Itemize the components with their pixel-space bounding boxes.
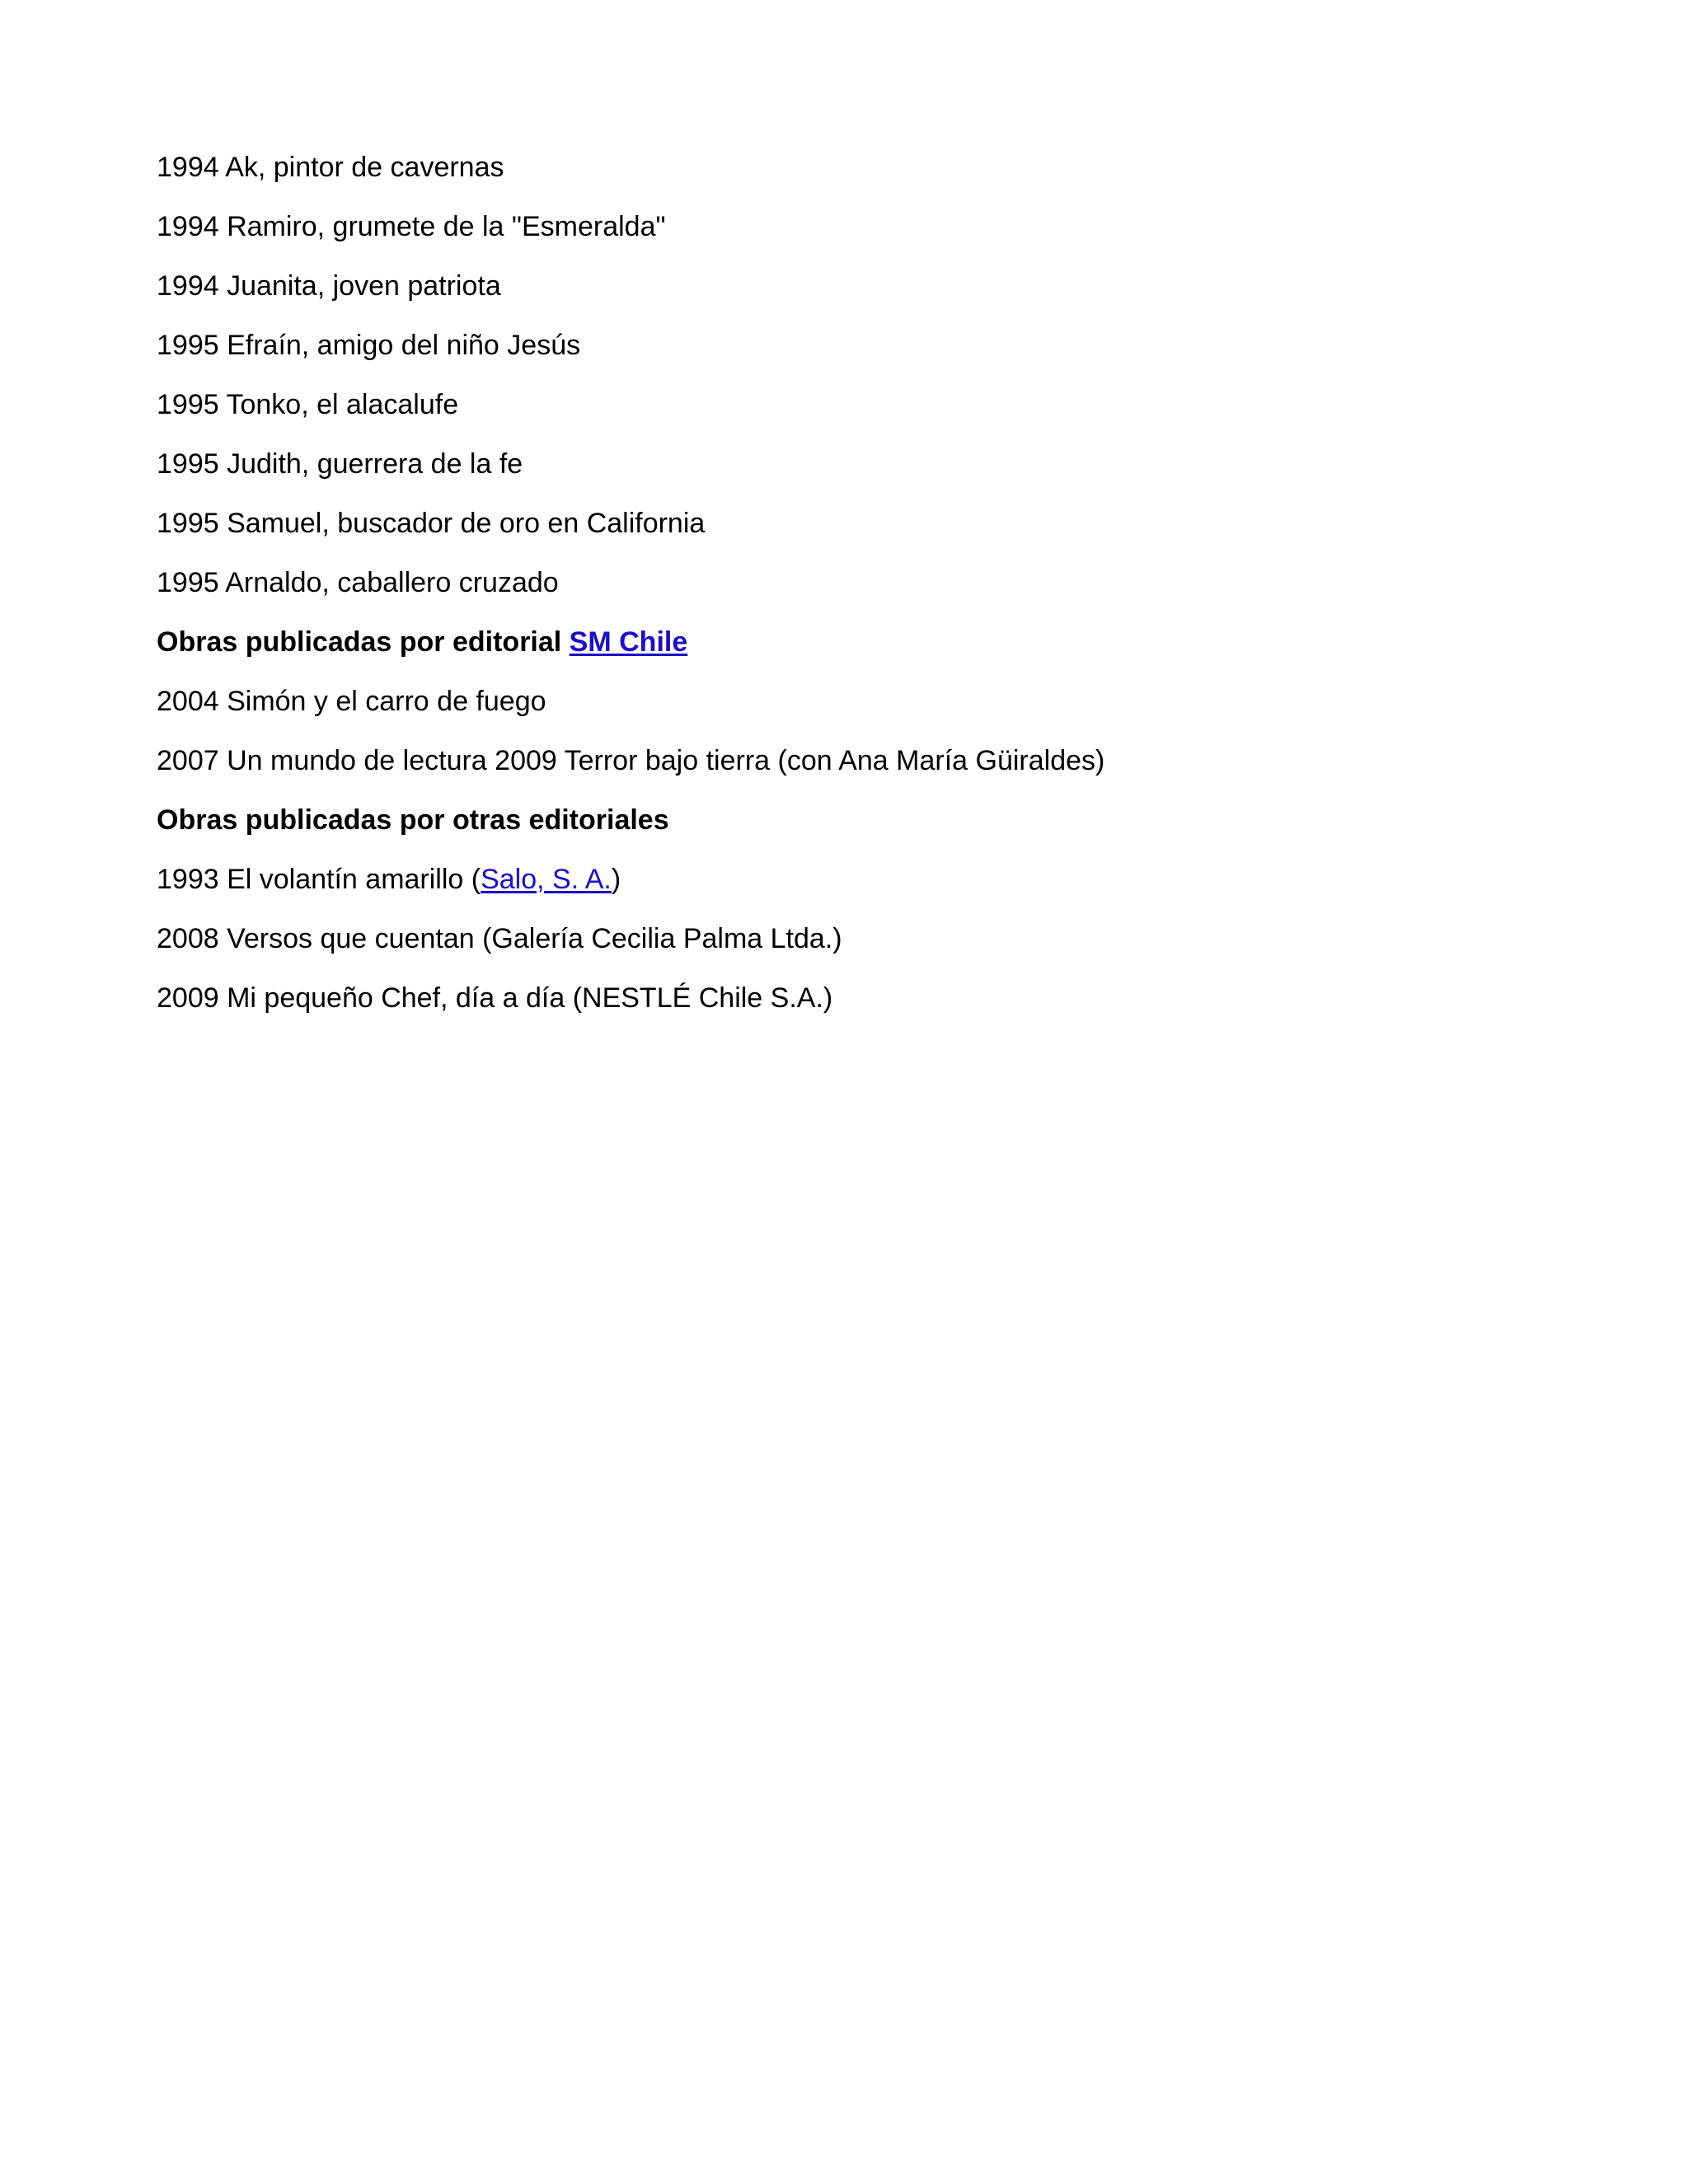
document-content: [157, 151, 1558, 1041]
list-item-text: 1993 El volantín amarillo (: [157, 864, 481, 895]
list-item: 1994 Juanita, joven patriota: [157, 270, 501, 302]
section-heading-sm-chile: [157, 626, 1558, 658]
list-item-text-suffix: ): [611, 864, 621, 895]
list-item: 1995 Tonko, el alacalufe: [157, 389, 459, 420]
list-item: 2009 Mi pequeño Chef, día a día (NESTLÉ Chile S.A.): [157, 982, 833, 1014]
section-heading-text: Obras publicadas por editorial: [157, 626, 570, 658]
list-item: 2004 Simón y el carro de fuego: [157, 686, 546, 717]
list-item: 1994 Ak, pintor de cavernas: [157, 152, 504, 183]
list-item: 1995 Samuel, buscador de oro en California: [157, 508, 706, 539]
list-item: 1995 Judith, guerrera de la fe: [157, 448, 523, 480]
list-item: 1994 Ramiro, grumete de la "Esmeralda": [157, 211, 666, 242]
list-item: 2008 Versos que cuentan (Galería Cecilia Palma Ltda.): [157, 923, 842, 954]
list-item: 1995 Efraín, amigo del niño Jesús: [157, 330, 581, 361]
salo-publisher-link[interactable]: Salo, S. A.: [481, 864, 612, 895]
list-item: 1995 Arnaldo, caballero cruzado: [157, 567, 559, 598]
section-heading-other-publishers: Obras publicadas por otras editoriales: [157, 804, 669, 836]
list-item: [157, 863, 1558, 896]
list-item: 2007 Un mundo de lectura 2009 Terror bajo tierra (con Ana María Güiraldes): [157, 745, 1105, 776]
sm-chile-link[interactable]: SM Chile: [569, 626, 688, 658]
